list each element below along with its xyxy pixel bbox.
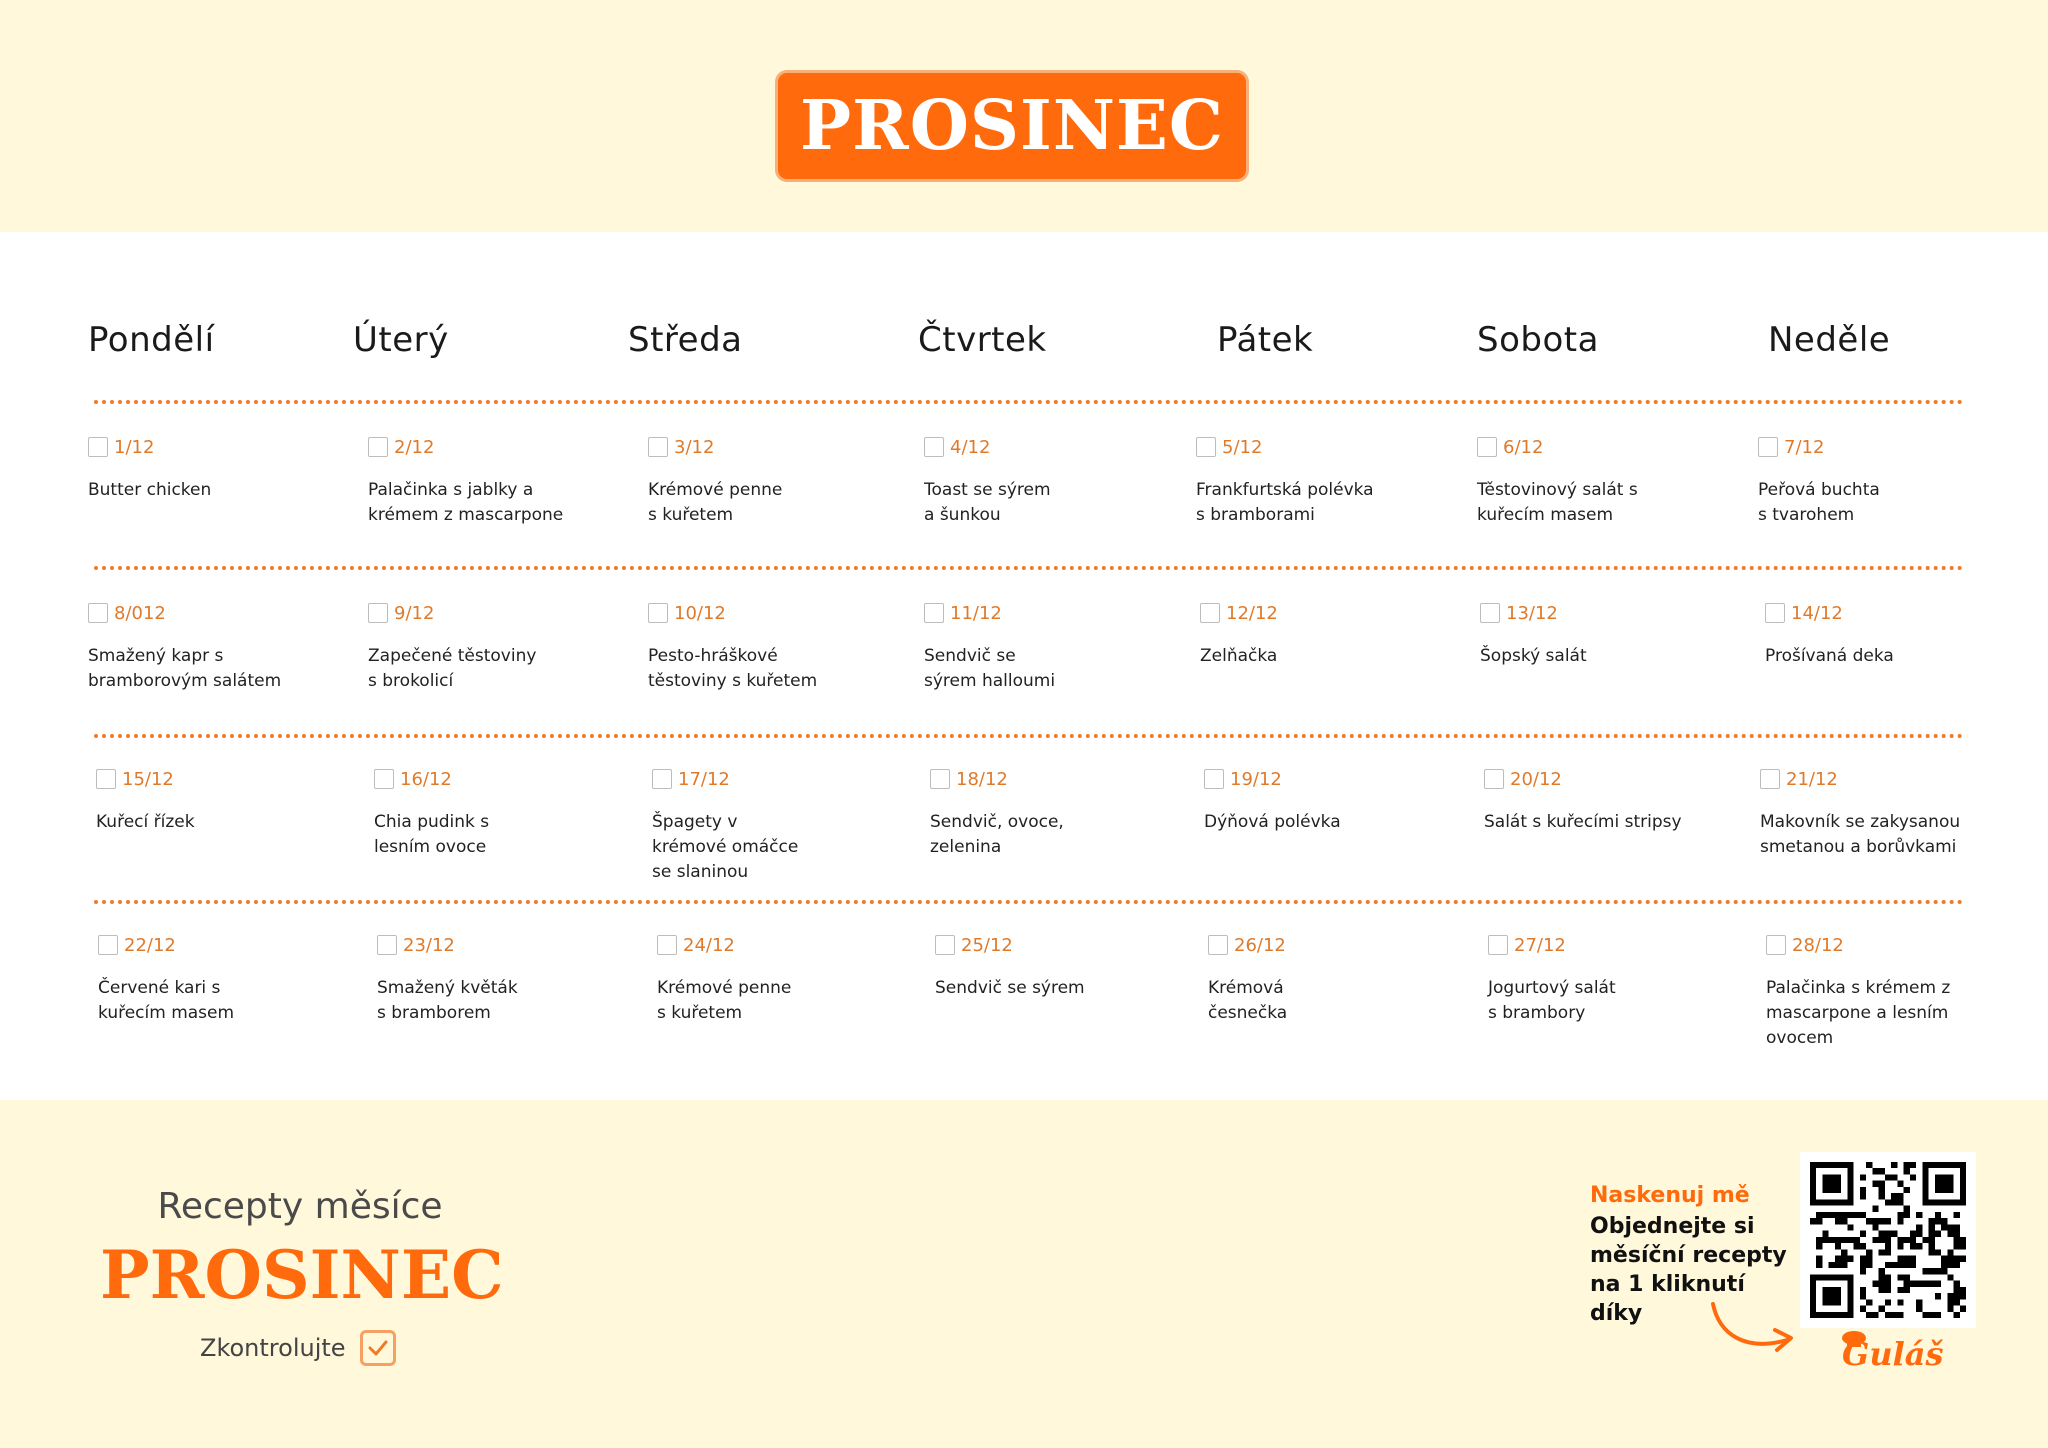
day-cell	[1760, 766, 2000, 860]
day-checkbox[interactable]	[924, 437, 944, 457]
date-line	[377, 932, 617, 958]
day-date: 8/012	[114, 602, 166, 624]
day-cell	[924, 434, 1164, 528]
meal-name: Krémová česnečka	[1208, 978, 1288, 1023]
day-date: 11/12	[950, 602, 1002, 624]
day-date: 20/12	[1510, 768, 1562, 790]
day-cell	[657, 932, 897, 1026]
day-date: 27/12	[1514, 934, 1566, 956]
day-date: 16/12	[400, 768, 452, 790]
weekday-header: Pátek	[1217, 320, 1314, 360]
day-cell	[1758, 434, 1998, 528]
day-checkbox[interactable]	[1760, 769, 1780, 789]
curved-arrow-icon	[1705, 1300, 1805, 1360]
day-cell	[96, 766, 336, 835]
meal-name: Dýňová polévka	[1204, 812, 1341, 832]
day-cell	[88, 600, 328, 694]
day-checkbox[interactable]	[88, 603, 108, 623]
date-line	[648, 434, 888, 460]
day-cell	[374, 766, 614, 860]
date-line	[924, 434, 1164, 460]
day-cell	[377, 932, 617, 1026]
day-date: 1/12	[114, 436, 155, 458]
day-cell	[1488, 932, 1728, 1026]
day-checkbox[interactable]	[935, 935, 955, 955]
day-cell	[1477, 434, 1717, 528]
day-cell	[935, 932, 1175, 1001]
day-checkbox[interactable]	[1480, 603, 1500, 623]
meal-name: Jogurtový salát s brambory	[1488, 978, 1616, 1023]
day-checkbox[interactable]	[648, 603, 668, 623]
day-cell	[368, 434, 608, 528]
meal-name: Smažený kapr s bramborovým salátem	[88, 646, 282, 691]
meal-name: Červené kari s kuřecím masem	[98, 978, 235, 1023]
row-divider	[94, 400, 1964, 404]
day-checkbox[interactable]	[1477, 437, 1497, 457]
date-line	[1480, 600, 1720, 626]
day-checkbox[interactable]	[1484, 769, 1504, 789]
day-checkbox[interactable]	[96, 769, 116, 789]
day-date: 28/12	[1792, 934, 1844, 956]
meal-name: Butter chicken	[88, 480, 212, 500]
day-cell	[652, 766, 892, 885]
day-checkbox[interactable]	[377, 935, 397, 955]
day-cell	[924, 600, 1164, 694]
check-label: Zkontrolujte	[200, 1334, 346, 1362]
date-line	[374, 766, 614, 792]
meal-name: Palačinka s krémem z mascarpone a lesním ovocem	[1766, 978, 1951, 1048]
day-date: 18/12	[956, 768, 1008, 790]
day-date: 3/12	[674, 436, 715, 458]
day-checkbox[interactable]	[368, 603, 388, 623]
weekday-header: Středa	[628, 320, 743, 360]
day-date: 26/12	[1234, 934, 1286, 956]
day-checkbox[interactable]	[1488, 935, 1508, 955]
date-line	[1488, 932, 1728, 958]
meal-name: Špagety v krémové omáčce se slaninou	[652, 812, 799, 882]
check-row	[200, 1330, 396, 1366]
date-line	[648, 600, 888, 626]
meal-name: Toast se sýrem a šunkou	[924, 480, 1051, 525]
meal-name: Krémové penne s kuřetem	[648, 480, 783, 525]
day-date: 2/12	[394, 436, 435, 458]
meal-name: Palačinka s jablky a krémem z mascarpone	[368, 480, 564, 525]
day-date: 15/12	[122, 768, 174, 790]
date-line	[1758, 434, 1998, 460]
day-cell	[98, 932, 338, 1026]
day-cell	[930, 766, 1170, 860]
day-checkbox[interactable]	[1200, 603, 1220, 623]
row-divider	[94, 566, 1964, 570]
day-cell	[1208, 932, 1448, 1026]
meal-name: Sendvič se sýrem	[935, 978, 1085, 998]
date-line	[96, 766, 336, 792]
day-date: 5/12	[1222, 436, 1263, 458]
meal-name: Salát s kuřecími stripsy	[1484, 812, 1682, 832]
day-date: 24/12	[683, 934, 735, 956]
scan-title: Naskenuj mě	[1590, 1183, 1750, 1208]
day-checkbox[interactable]	[657, 935, 677, 955]
weekday-header: Pondělí	[88, 320, 215, 360]
date-line	[368, 434, 608, 460]
date-line	[1760, 766, 2000, 792]
month-title: PROSINEC	[800, 86, 1224, 166]
meal-name: Prošívaná deka	[1765, 646, 1894, 666]
day-date: 12/12	[1226, 602, 1278, 624]
meal-name: Zelňačka	[1200, 646, 1278, 666]
date-line	[935, 932, 1175, 958]
day-checkbox[interactable]	[1204, 769, 1224, 789]
day-checkbox[interactable]	[924, 603, 944, 623]
day-checkbox[interactable]	[1758, 437, 1778, 457]
day-checkbox[interactable]	[374, 769, 394, 789]
date-line	[930, 766, 1170, 792]
day-checkbox[interactable]	[1196, 437, 1216, 457]
day-checkbox[interactable]	[88, 437, 108, 457]
date-line	[1765, 600, 2005, 626]
day-checkbox[interactable]	[1208, 935, 1228, 955]
date-line	[1484, 766, 1724, 792]
day-cell	[1484, 766, 1724, 835]
day-cell	[1766, 932, 2006, 1051]
day-cell	[1196, 434, 1436, 528]
day-cell	[88, 434, 328, 503]
date-line	[924, 600, 1164, 626]
qr-code-icon	[1810, 1162, 1966, 1318]
meal-name: Peřová buchta s tvarohem	[1758, 480, 1880, 525]
date-line	[1204, 766, 1444, 792]
meal-name: Frankfurtská polévka s bramborami	[1196, 480, 1374, 525]
meal-name: Sendvič se sýrem halloumi	[924, 646, 1056, 691]
meal-name: Pesto-hráškové těstoviny s kuřetem	[648, 646, 818, 691]
weekday-header: Sobota	[1477, 320, 1599, 360]
qr-code[interactable]	[1800, 1152, 1976, 1328]
day-date: 17/12	[678, 768, 730, 790]
month-title-banner	[775, 70, 1249, 182]
checkmark-icon[interactable]	[360, 1330, 396, 1366]
day-cell	[1200, 600, 1440, 669]
row-divider	[94, 900, 1964, 904]
weekday-header: Neděle	[1768, 320, 1891, 360]
day-date: 7/12	[1784, 436, 1825, 458]
day-checkbox[interactable]	[1765, 603, 1785, 623]
footer-month-title: PROSINEC	[100, 1236, 504, 1314]
date-line	[1200, 600, 1440, 626]
meal-name: Šopský salát	[1480, 646, 1587, 666]
footer-label: Recepty měsíce	[157, 1186, 443, 1227]
day-date: 13/12	[1506, 602, 1558, 624]
meal-name: Sendvič, ovoce, zelenina	[930, 812, 1064, 857]
weekday-header: Úterý	[353, 320, 449, 360]
day-cell	[368, 600, 608, 694]
day-date: 10/12	[674, 602, 726, 624]
date-line	[368, 600, 608, 626]
day-date: 19/12	[1230, 768, 1282, 790]
weekday-header-row	[0, 320, 2048, 370]
day-date: 25/12	[961, 934, 1013, 956]
day-checkbox[interactable]	[368, 437, 388, 457]
day-cell	[1204, 766, 1444, 835]
date-line	[1208, 932, 1448, 958]
day-checkbox[interactable]	[652, 769, 672, 789]
day-cell	[1480, 600, 1720, 669]
date-line	[1766, 932, 2006, 958]
meal-name: Chia pudink s lesním ovoce	[374, 812, 490, 857]
date-line	[1477, 434, 1717, 460]
date-line	[652, 766, 892, 792]
date-line	[98, 932, 338, 958]
day-checkbox[interactable]	[98, 935, 118, 955]
meal-name: Makovník se zakysanou smetanou a borůvkami	[1760, 812, 1961, 857]
date-line	[88, 434, 328, 460]
date-line	[1196, 434, 1436, 460]
meal-name: Kuřecí řízek	[96, 812, 195, 832]
day-checkbox[interactable]	[648, 437, 668, 457]
date-line	[657, 932, 897, 958]
day-cell	[1765, 600, 2005, 669]
row-divider	[94, 734, 1964, 738]
day-checkbox[interactable]	[1766, 935, 1786, 955]
day-date: 6/12	[1503, 436, 1544, 458]
scan-text: Objednejte si měsíční recepty na 1 kliknutí díky	[1590, 1214, 1787, 1326]
day-checkbox[interactable]	[930, 769, 950, 789]
day-cell	[648, 600, 888, 694]
day-date: 22/12	[124, 934, 176, 956]
day-date: 4/12	[950, 436, 991, 458]
day-cell	[648, 434, 888, 528]
day-date: 23/12	[403, 934, 455, 956]
meal-name: Těstovinový salát s kuřecím masem	[1477, 480, 1638, 525]
meal-name: Zapečené těstoviny s brokolicí	[368, 646, 537, 691]
weekday-header: Čtvrtek	[918, 320, 1047, 360]
day-date: 21/12	[1786, 768, 1838, 790]
meal-name: Smažený květák s bramborem	[377, 978, 518, 1023]
meal-name: Krémové penne s kuřetem	[657, 978, 792, 1023]
brand-logo: Guláš	[1842, 1335, 1944, 1373]
day-date: 14/12	[1791, 602, 1843, 624]
date-line	[88, 600, 328, 626]
day-date: 9/12	[394, 602, 435, 624]
